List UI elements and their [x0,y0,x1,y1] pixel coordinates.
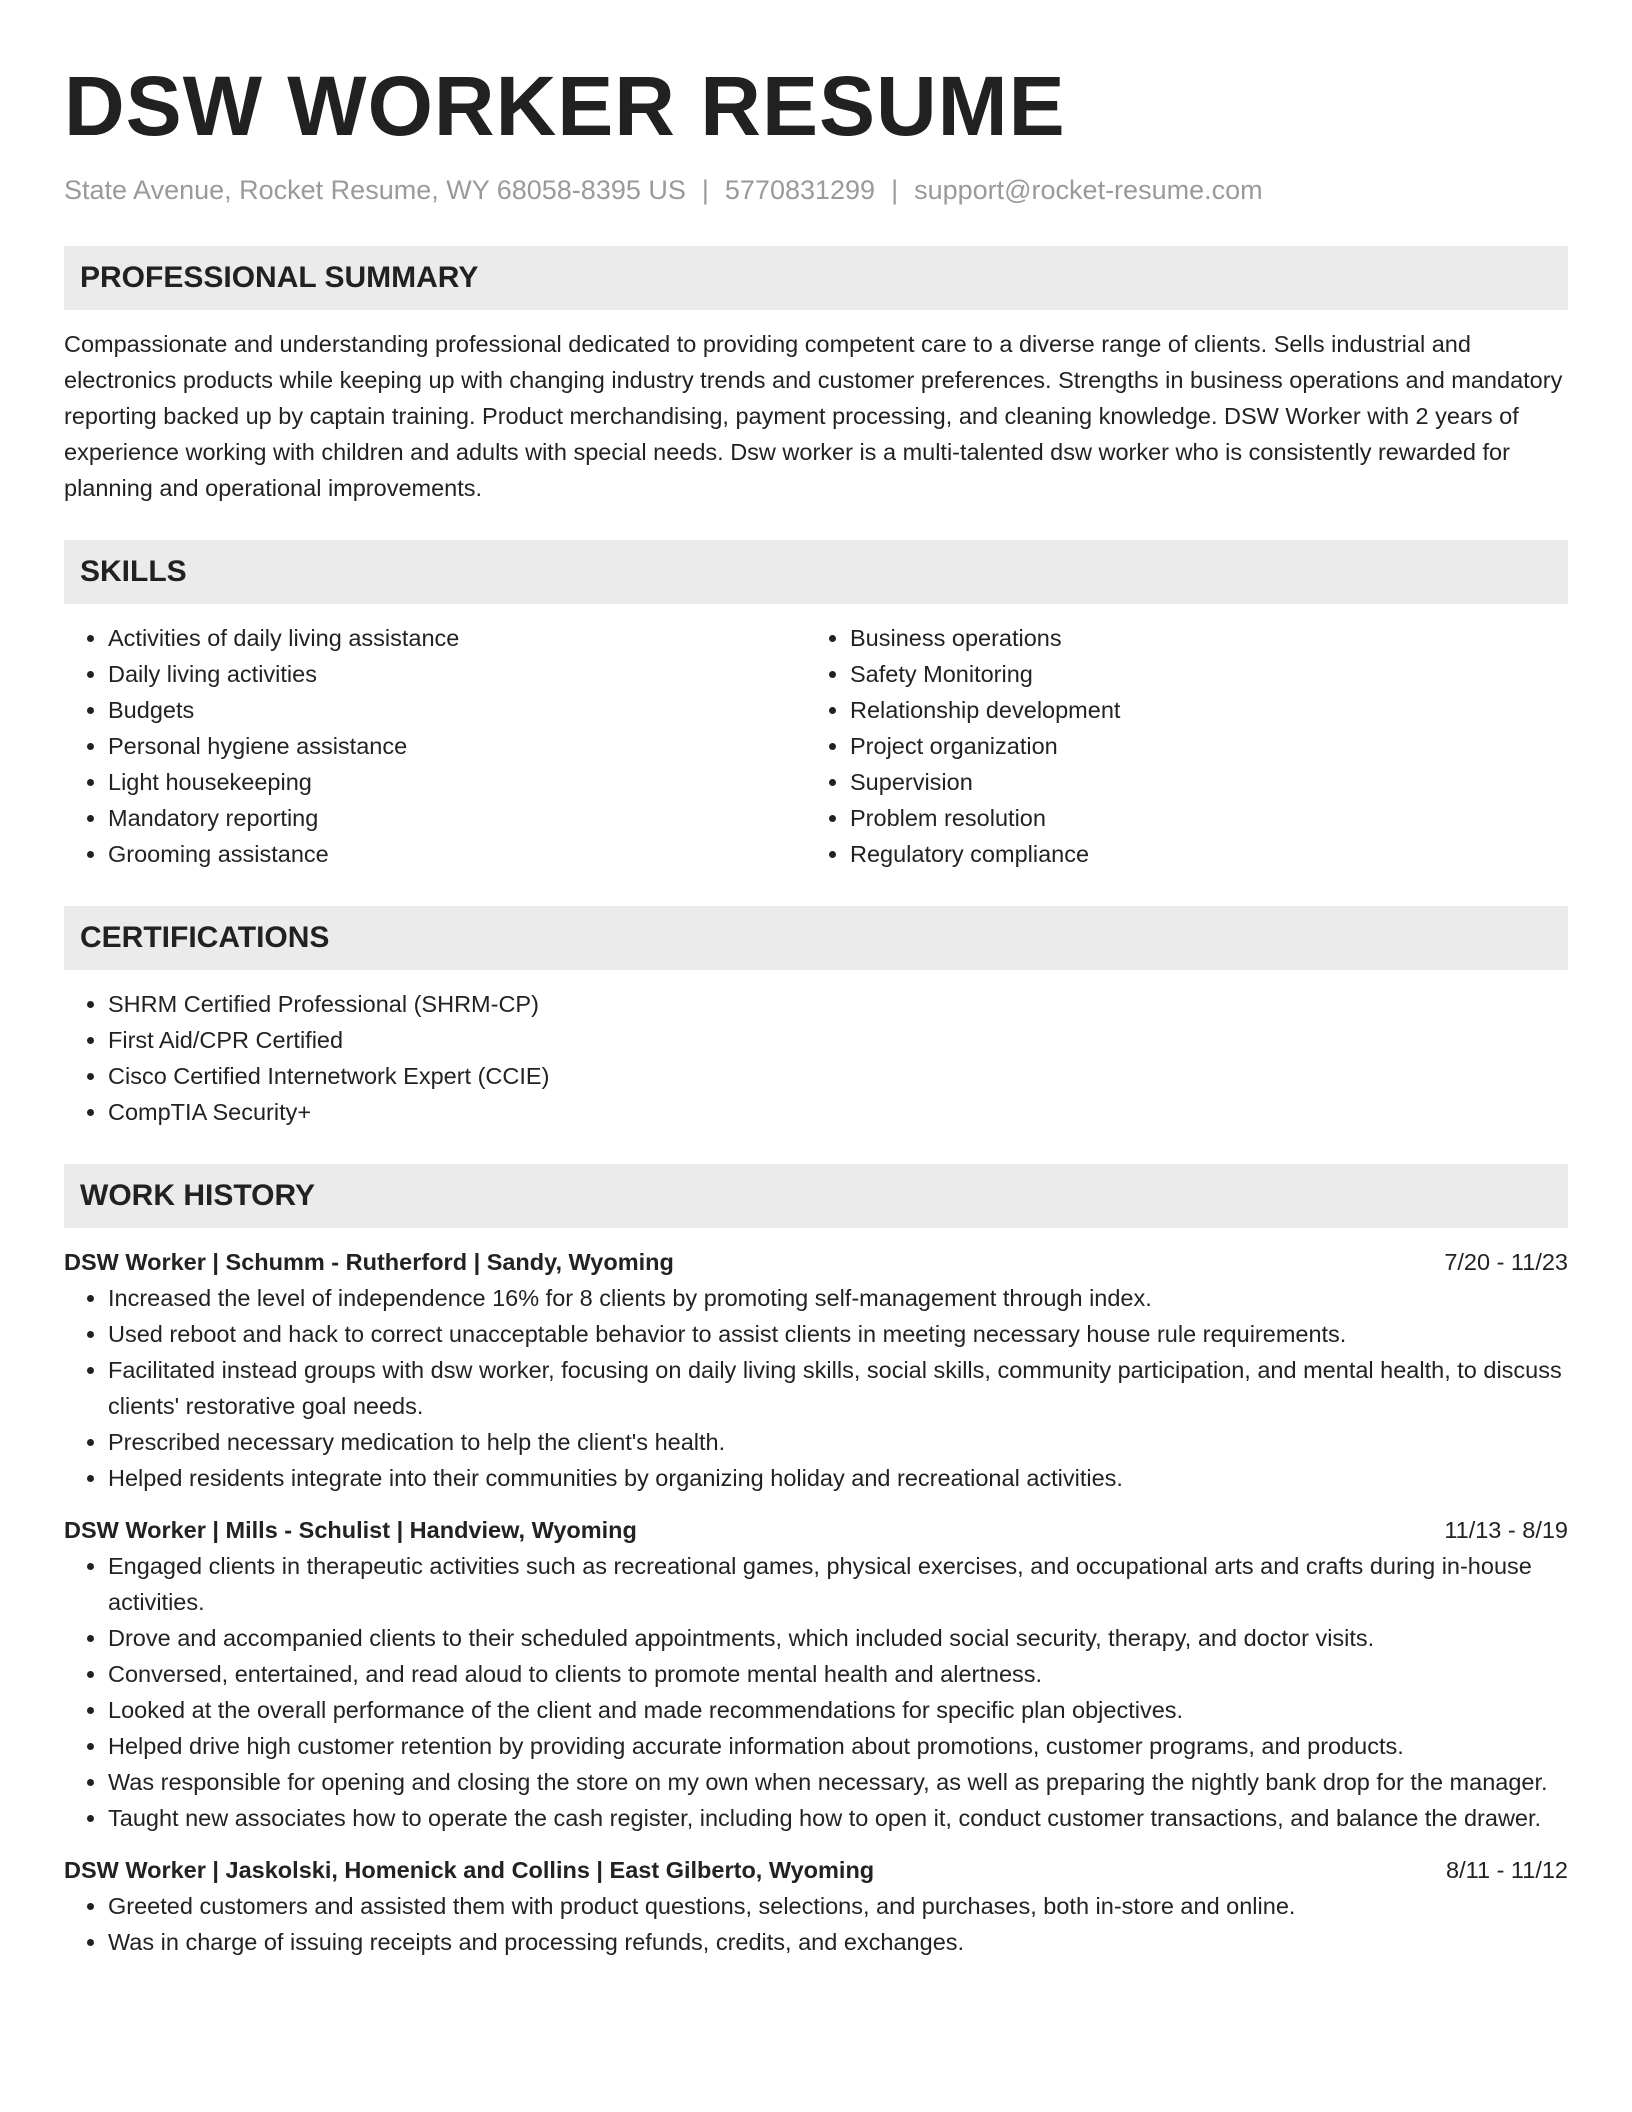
skill-item: • Mandatory reporting [108,800,806,836]
job-duties [64,1548,1568,1836]
skill-item: • Safety Monitoring [850,656,1548,692]
job-duty: • Drove and accompanied clients to their scheduled appointments, which included social security, therapy, and doctor visits. [108,1620,1568,1656]
resume-page [64,0,1568,1960]
job-duties [64,1280,1568,1496]
skills-columns [64,620,1568,872]
skills-heading: SKILLS [64,540,1568,604]
skill-item: • Business operations [850,620,1548,656]
certifications-heading: CERTIFICATIONS [64,906,1568,970]
skill-item: • Relationship development [850,692,1548,728]
job-duty: • Taught new associates how to operate the cash register, including how to open it, conduct customer transactions, and balance the drawer. [108,1800,1568,1836]
job-title: DSW Worker | Jaskolski, Homenick and Collins | East Gilberto, Wyoming [64,1857,875,1883]
certifications-list [64,986,1568,1130]
job-duty: • Prescribed necessary medication to help the client's health. [108,1424,1568,1460]
job-dates: 7/20 - 11/23 [1444,1249,1568,1275]
skill-item: • Regulatory compliance [850,836,1548,872]
job-duty: • Increased the level of independence 16% for 8 clients by promoting self-management through index. [108,1280,1568,1316]
job-title: DSW Worker | Mills - Schulist | Handview, Wyoming [64,1517,637,1543]
job-duty: • Used reboot and hack to correct unacceptable behavior to assist clients in meeting necessary house rule requirements. [108,1316,1568,1352]
contact-email: support@rocket-resume.com [914,175,1263,205]
skills-section [64,540,1568,872]
contact-line [64,172,1568,208]
skills-column-right [806,620,1548,872]
summary-section [64,246,1568,506]
job-entry [64,1852,1568,1960]
certification-item: • SHRM Certified Professional (SHRM-CP) [108,986,1568,1022]
job-header [64,1852,1568,1888]
skill-item: • Personal hygiene assistance [108,728,806,764]
work-history-section [64,1164,1568,1960]
skill-item: • Budgets [108,692,806,728]
job-entry [64,1512,1568,1836]
summary-text: Compassionate and understanding professional dedicated to providing competent care to a diverse range of clients. Sells industrial and electronics products while keeping up with changing industry trends and customer preferences. Strengths in business operations and mandatory reporting backed up by captain training. Product merchandising, payment processing, and cleaning knowledge. DSW Worker with 2 years of experience working with children and adults with special needs. Dsw worker is a multi-talented dsw worker who is consistently rewarded for planning and operational improvements. [64,331,1563,501]
skill-item: • Supervision [850,764,1548,800]
contact-separator: | [701,175,709,205]
skill-item: • Light housekeeping [108,764,806,800]
contact-address: State Avenue, Rocket Resume, WY 68058-8395 US [64,175,686,205]
contact-phone: 5770831299 [724,175,876,205]
skills-list-left [64,620,806,872]
skill-item: • Grooming assistance [108,836,806,872]
certification-item: • Cisco Certified Internetwork Expert (CCIE) [108,1058,1568,1094]
certifications-section [64,906,1568,1130]
skill-item: • Daily living activities [108,656,806,692]
job-title: DSW Worker | Schumm - Rutherford | Sandy, Wyoming [64,1249,674,1275]
work-history-heading: WORK HISTORY [64,1164,1568,1228]
job-entry [64,1244,1568,1496]
job-dates: 11/13 - 8/19 [1444,1517,1568,1543]
job-duty: • Conversed, entertained, and read aloud to clients to promote mental health and alertness. [108,1656,1568,1692]
job-duty: • Looked at the overall performance of the client and made recommendations for specific plan objectives. [108,1692,1568,1728]
job-duty: • Helped drive high customer retention by providing accurate information about promotions, customer programs, and products. [108,1728,1568,1764]
skills-column-left [64,620,806,872]
skill-item: • Activities of daily living assistance [108,620,806,656]
skill-item: • Project organization [850,728,1548,764]
job-duty: • Facilitated instead groups with dsw worker, focusing on daily living skills, social skills, community participation, and mental health, to discuss clients' restorative goal needs. [108,1352,1568,1424]
skills-list-right [806,620,1548,872]
certification-item: • CompTIA Security+ [108,1094,1568,1130]
job-duty: • Engaged clients in therapeutic activities such as recreational games, physical exercises, and occupational arts and crafts during in-house activities. [108,1548,1568,1620]
job-duty: • Was responsible for opening and closing the store on my own when necessary, as well as preparing the nightly bank drop for the manager. [108,1764,1568,1800]
job-header [64,1512,1568,1548]
certification-item: • First Aid/CPR Certified [108,1022,1568,1058]
resume-title: DSW WORKER RESUME [64,59,1066,153]
skill-item: • Problem resolution [850,800,1548,836]
job-duties [64,1888,1568,1960]
job-duty: • Greeted customers and assisted them with product questions, selections, and purchases, both in-store and online. [108,1888,1568,1924]
contact-separator: | [891,175,899,205]
summary-heading: PROFESSIONAL SUMMARY [64,246,1568,310]
job-dates: 8/11 - 11/12 [1446,1857,1568,1883]
job-duty: • Was in charge of issuing receipts and processing refunds, credits, and exchanges. [108,1924,1568,1960]
job-duty: • Helped residents integrate into their communities by organizing holiday and recreational activities. [108,1460,1568,1496]
job-header [64,1244,1568,1280]
